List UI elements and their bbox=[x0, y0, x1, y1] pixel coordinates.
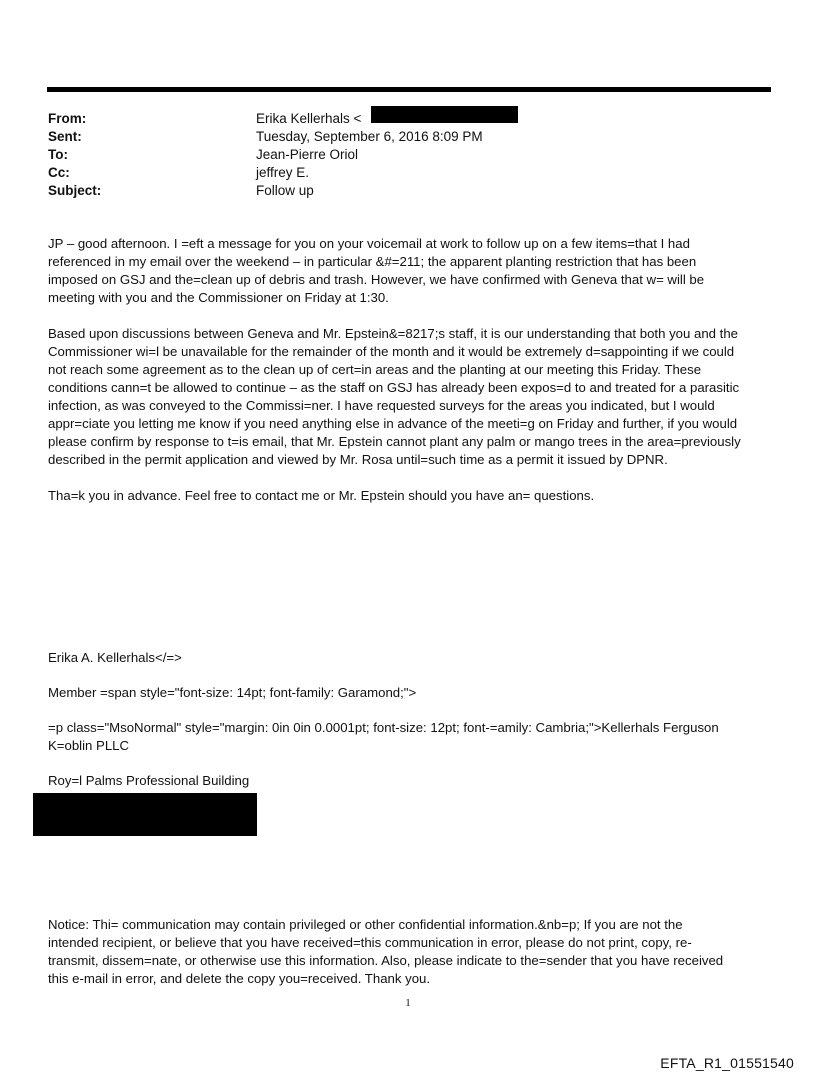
text-line: K=oblin PLLC bbox=[48, 738, 130, 753]
sent-label: Sent: bbox=[48, 129, 82, 144]
sent-value: Tuesday, September 6, 2016 8:09 PM bbox=[256, 129, 483, 144]
signature-member bbox=[48, 684, 768, 702]
text-line: Member =span style="font-size: 14pt; font-family: Garamond;"> bbox=[48, 685, 417, 700]
document-id: EFTA_R1_01551540 bbox=[660, 1055, 794, 1071]
redaction-box bbox=[33, 793, 257, 836]
page-number: 1 bbox=[405, 997, 411, 1009]
text-line: Based upon discussions between Geneva and Mr. Epstein&=8217;s staff, it is our understanding that both you and the bbox=[48, 326, 738, 341]
from-label: From: bbox=[48, 111, 87, 126]
redaction-box bbox=[371, 106, 518, 123]
text-line: transmit, dissem=nate, or otherwise use this information. Also, please indicate to the=sender that you have received bbox=[48, 953, 724, 968]
to-value: Jean-Pierre Oriol bbox=[256, 147, 359, 162]
subject-value: Follow up bbox=[256, 183, 314, 198]
text-line: described in the permit application and viewed by Mr. Rosa until=such time as a permit it issued by DPNR. bbox=[48, 452, 668, 467]
text-line: please confirm by response to t=is email, that Mr. Epstein cannot plant any palm or mango trees in the area=previously bbox=[48, 434, 741, 449]
cc-value: jeffrey E. bbox=[256, 165, 310, 180]
text-line: appr=ciate you letting me know if you need anything else in advance of the meeti=g on Friday and further, if you would bbox=[48, 416, 738, 431]
body-paragraph-3 bbox=[48, 487, 768, 505]
subject-label: Subject: bbox=[48, 183, 102, 198]
text-line: Tha=k you in advance. Feel free to contact me or Mr. Epstein should you have an= questions. bbox=[48, 488, 595, 503]
cc-label: Cc: bbox=[48, 165, 70, 180]
from-value: Erika Kellerhals < bbox=[256, 111, 362, 126]
text-line: not reach some agreement as to the clean up of cert=in areas and the planting at our meeting this Friday. These bbox=[48, 362, 702, 377]
text-line: intended recipient, or believe that you have received=this communication in error, please do not print, copy, re- bbox=[48, 935, 692, 950]
signature-name bbox=[48, 649, 768, 667]
text-line: JP – good afternoon. I =eft a message for you on your voicemail at work to follow up on a few items=that I had bbox=[48, 236, 690, 251]
to-label: To: bbox=[48, 147, 68, 162]
text-line: infection, as was conveyed to the Commissi=ner. I have requested surveys for the areas you indicated, but I would bbox=[48, 398, 715, 413]
header-rule bbox=[47, 87, 771, 92]
text-line: imposed on GSJ and the=clean up of debris and trash. However, we have confirmed with Geneva that w= will be bbox=[48, 272, 705, 287]
text-line: Commissioner wi=l be unavailable for the remainder of the month and it would be extremely d=sappointing if we could bbox=[48, 344, 735, 359]
signature-building bbox=[48, 772, 768, 790]
text-line: Notice: Thi= communication may contain privileged or other confidential information.&nb=p; If you are not the bbox=[48, 917, 683, 932]
text-line: Roy=l Palms Professional Building bbox=[48, 773, 250, 788]
text-line: Erika A. Kellerhals</=> bbox=[48, 650, 182, 665]
text-line: =p class="MsoNormal" style="margin: 0in 0in 0.0001pt; font-size: 12pt; font-=amily: Cambria;">Kellerhals Ferguson bbox=[48, 720, 719, 735]
body-paragraph-2 bbox=[48, 325, 768, 469]
text-line: this e-mail in error, and delete the copy you=received. Thank you. bbox=[48, 971, 431, 986]
text-line: meeting with you and the Commissioner on Friday at 1:30. bbox=[48, 290, 389, 305]
text-line: conditions cann=t be allowed to continue – as the staff on GSJ has already been expos=d to and treated for a parasitic bbox=[48, 380, 740, 395]
confidentiality-notice bbox=[48, 916, 768, 988]
text-line: referenced in my email over the weekend – in particular &#=211; the apparent planting restriction that has been bbox=[48, 254, 697, 269]
body-paragraph-1 bbox=[48, 235, 768, 307]
signature-firm bbox=[48, 719, 768, 755]
